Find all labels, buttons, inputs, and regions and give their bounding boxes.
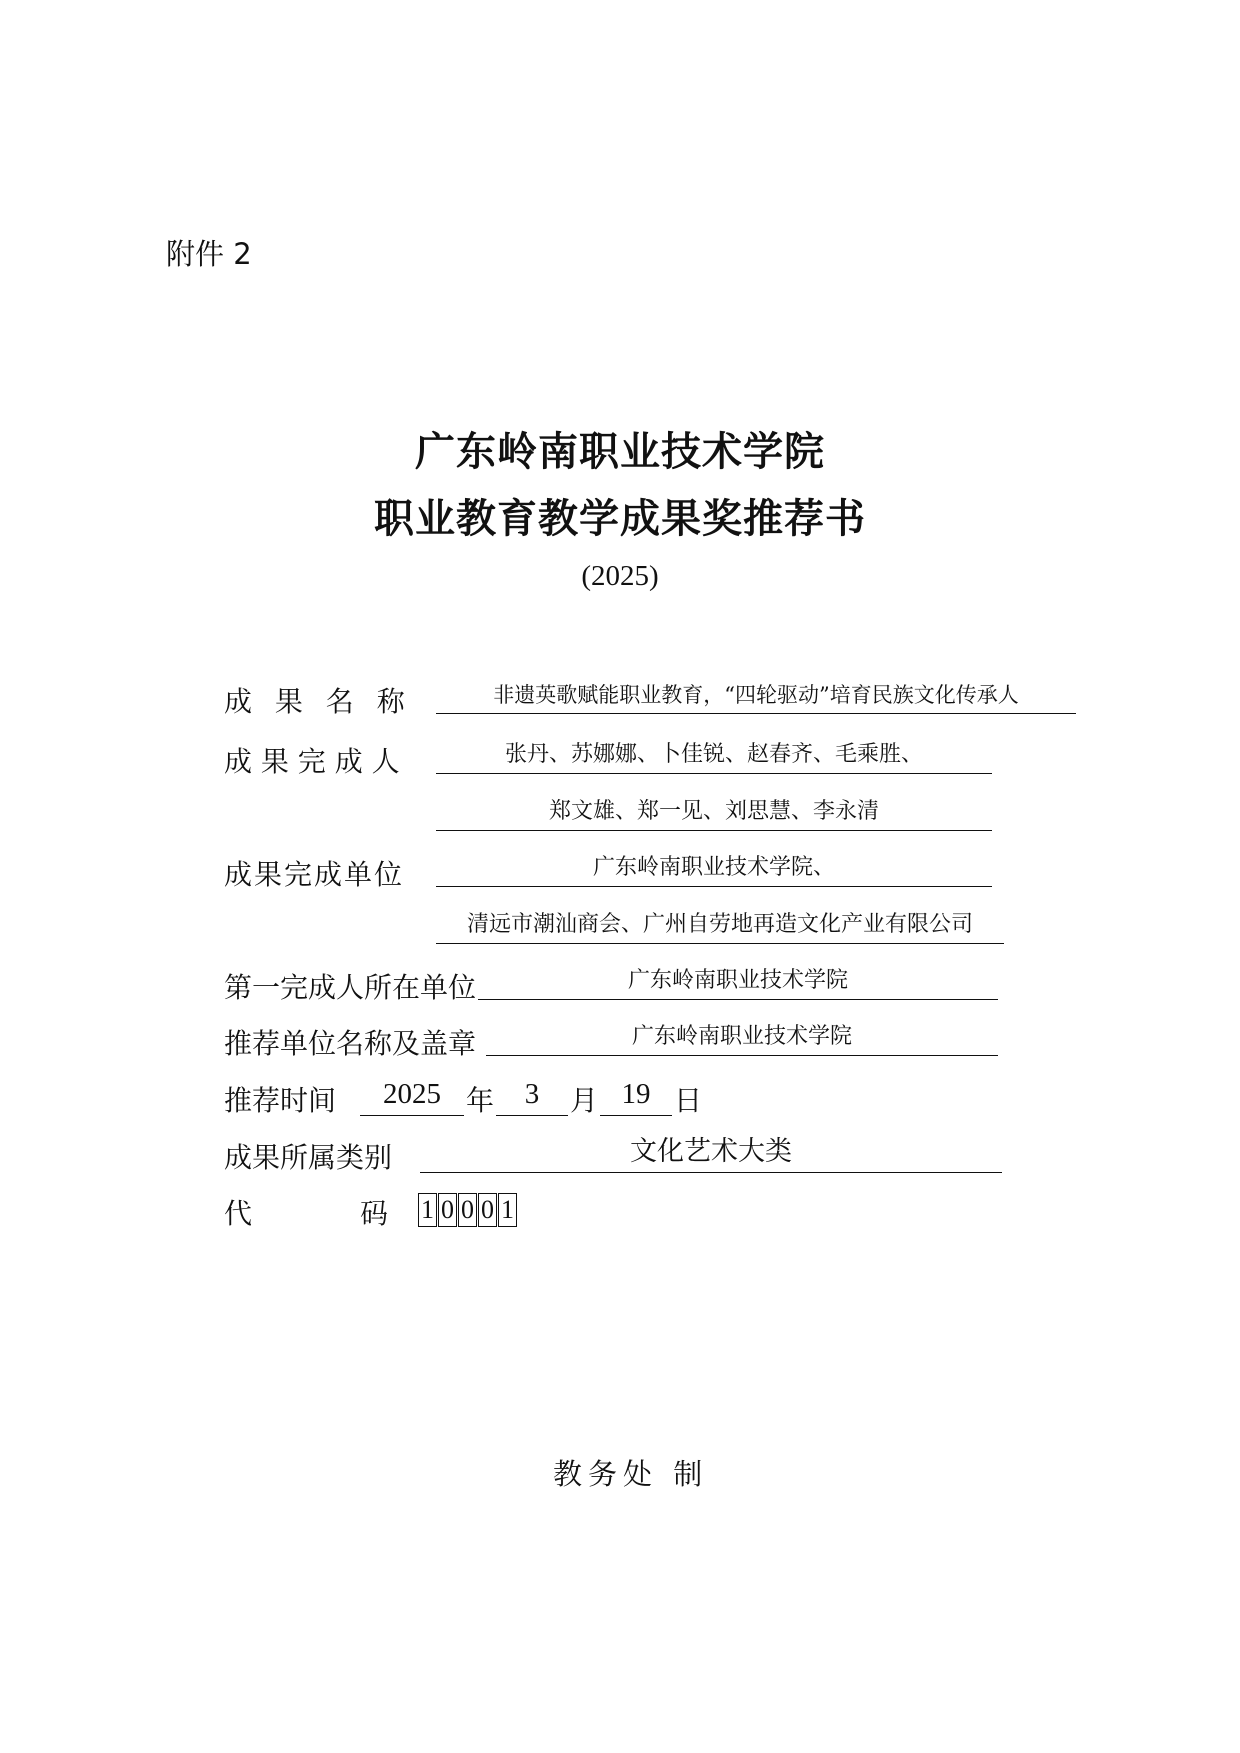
- attachment-label: 附件 2: [166, 237, 252, 271]
- time-month-unit: 月: [570, 1084, 599, 1117]
- document-title-line2: 职业教育教学成果奖推荐书: [374, 495, 866, 542]
- unit-line1: 广东岭南职业技术学院、: [436, 853, 992, 887]
- unit-label: 成果完成单位: [224, 858, 405, 891]
- code-digit: 0: [438, 1193, 457, 1227]
- time-day-unit: 日: [674, 1084, 703, 1117]
- time-month-value: 3: [496, 1076, 568, 1116]
- completers-label: 成 果 完 成 人: [224, 745, 400, 778]
- code-digits: [418, 1193, 518, 1227]
- document-year: (2025): [581, 560, 659, 592]
- code-label-1: 代: [224, 1197, 253, 1230]
- time-day-value: 19: [600, 1076, 672, 1116]
- category-value: 文化艺术大类: [420, 1133, 1002, 1173]
- first-unit-value: 广东岭南职业技术学院: [478, 966, 998, 1000]
- completers-line1: 张丹、苏娜娜、卜佳锐、赵春齐、毛乘胜、: [436, 740, 992, 774]
- code-digit: 0: [458, 1193, 477, 1227]
- document-title-line1: 广东岭南职业技术学院: [415, 428, 825, 475]
- footer-issuer: 教务处 制: [553, 1457, 709, 1491]
- code-digit: 1: [418, 1193, 437, 1227]
- time-label: 推荐时间: [224, 1084, 337, 1117]
- recommender-value: 广东岭南职业技术学院: [486, 1022, 998, 1056]
- achievement-name-value: 非遗英歌赋能职业教育，“四轮驱动”培育民族文化传承人: [436, 680, 1076, 714]
- unit-line2: 清远市潮汕商会、广州自劳地再造文化产业有限公司: [436, 910, 1004, 944]
- time-year-value: 2025: [360, 1076, 464, 1116]
- category-label: 成果所属类别: [224, 1141, 393, 1174]
- achievement-name-label: 成 果 名 称: [224, 685, 405, 718]
- code-digit: 1: [498, 1193, 517, 1227]
- completers-line2: 郑文雄、郑一见、刘思慧、李永清: [436, 797, 992, 831]
- code-label-2: 码: [360, 1197, 389, 1230]
- recommender-label: 推荐单位名称及盖章: [224, 1027, 477, 1060]
- code-digit: 0: [478, 1193, 497, 1227]
- time-year-unit: 年: [466, 1084, 495, 1117]
- first-unit-label: 第一完成人所在单位: [224, 971, 477, 1004]
